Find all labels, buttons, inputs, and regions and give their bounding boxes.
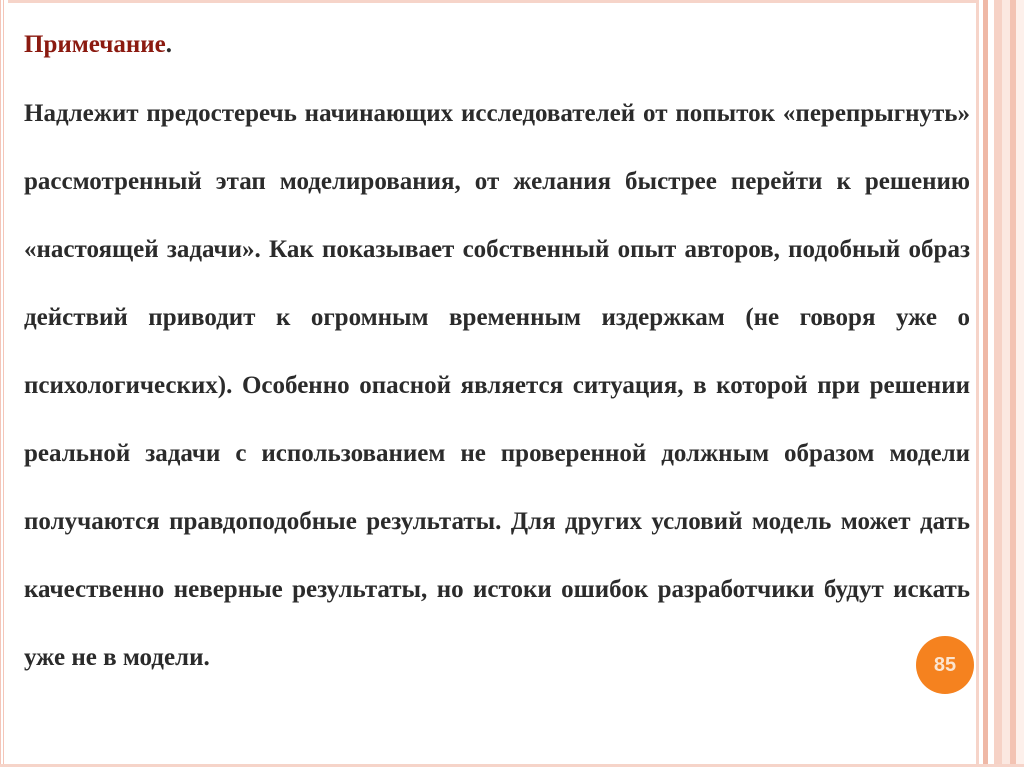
body-paragraph: Надлежит предостеречь начинающих исследователей от попыток «перепрыгнуть» рассмотренный этап моделирования, от желания быстрее перейти к решению «настоящей задачи». Как показывает собственный опыт авторов, подобный образ действий приводит к огромным временным издержкам (не говоря уже о психологических). Особенно опасной является ситуация, в которой при решении реальной задачи с использованием не проверенной должным образом модели получаются правдоподобные результаты. Для других условий модель может дать качественно неверные результаты, но истоки ошибок разработчики будут искать уже не в модели. xyxy=(24,100,970,671)
left-border-decoration xyxy=(0,0,8,767)
top-border-decoration xyxy=(0,0,1024,3)
heading-punctuation: . xyxy=(165,31,173,58)
heading-label: Примечание xyxy=(24,31,166,58)
page-number-badge: 85 xyxy=(916,636,974,694)
slide-heading xyxy=(24,28,970,62)
right-border-decoration xyxy=(976,0,1024,767)
slide-content xyxy=(24,28,970,692)
